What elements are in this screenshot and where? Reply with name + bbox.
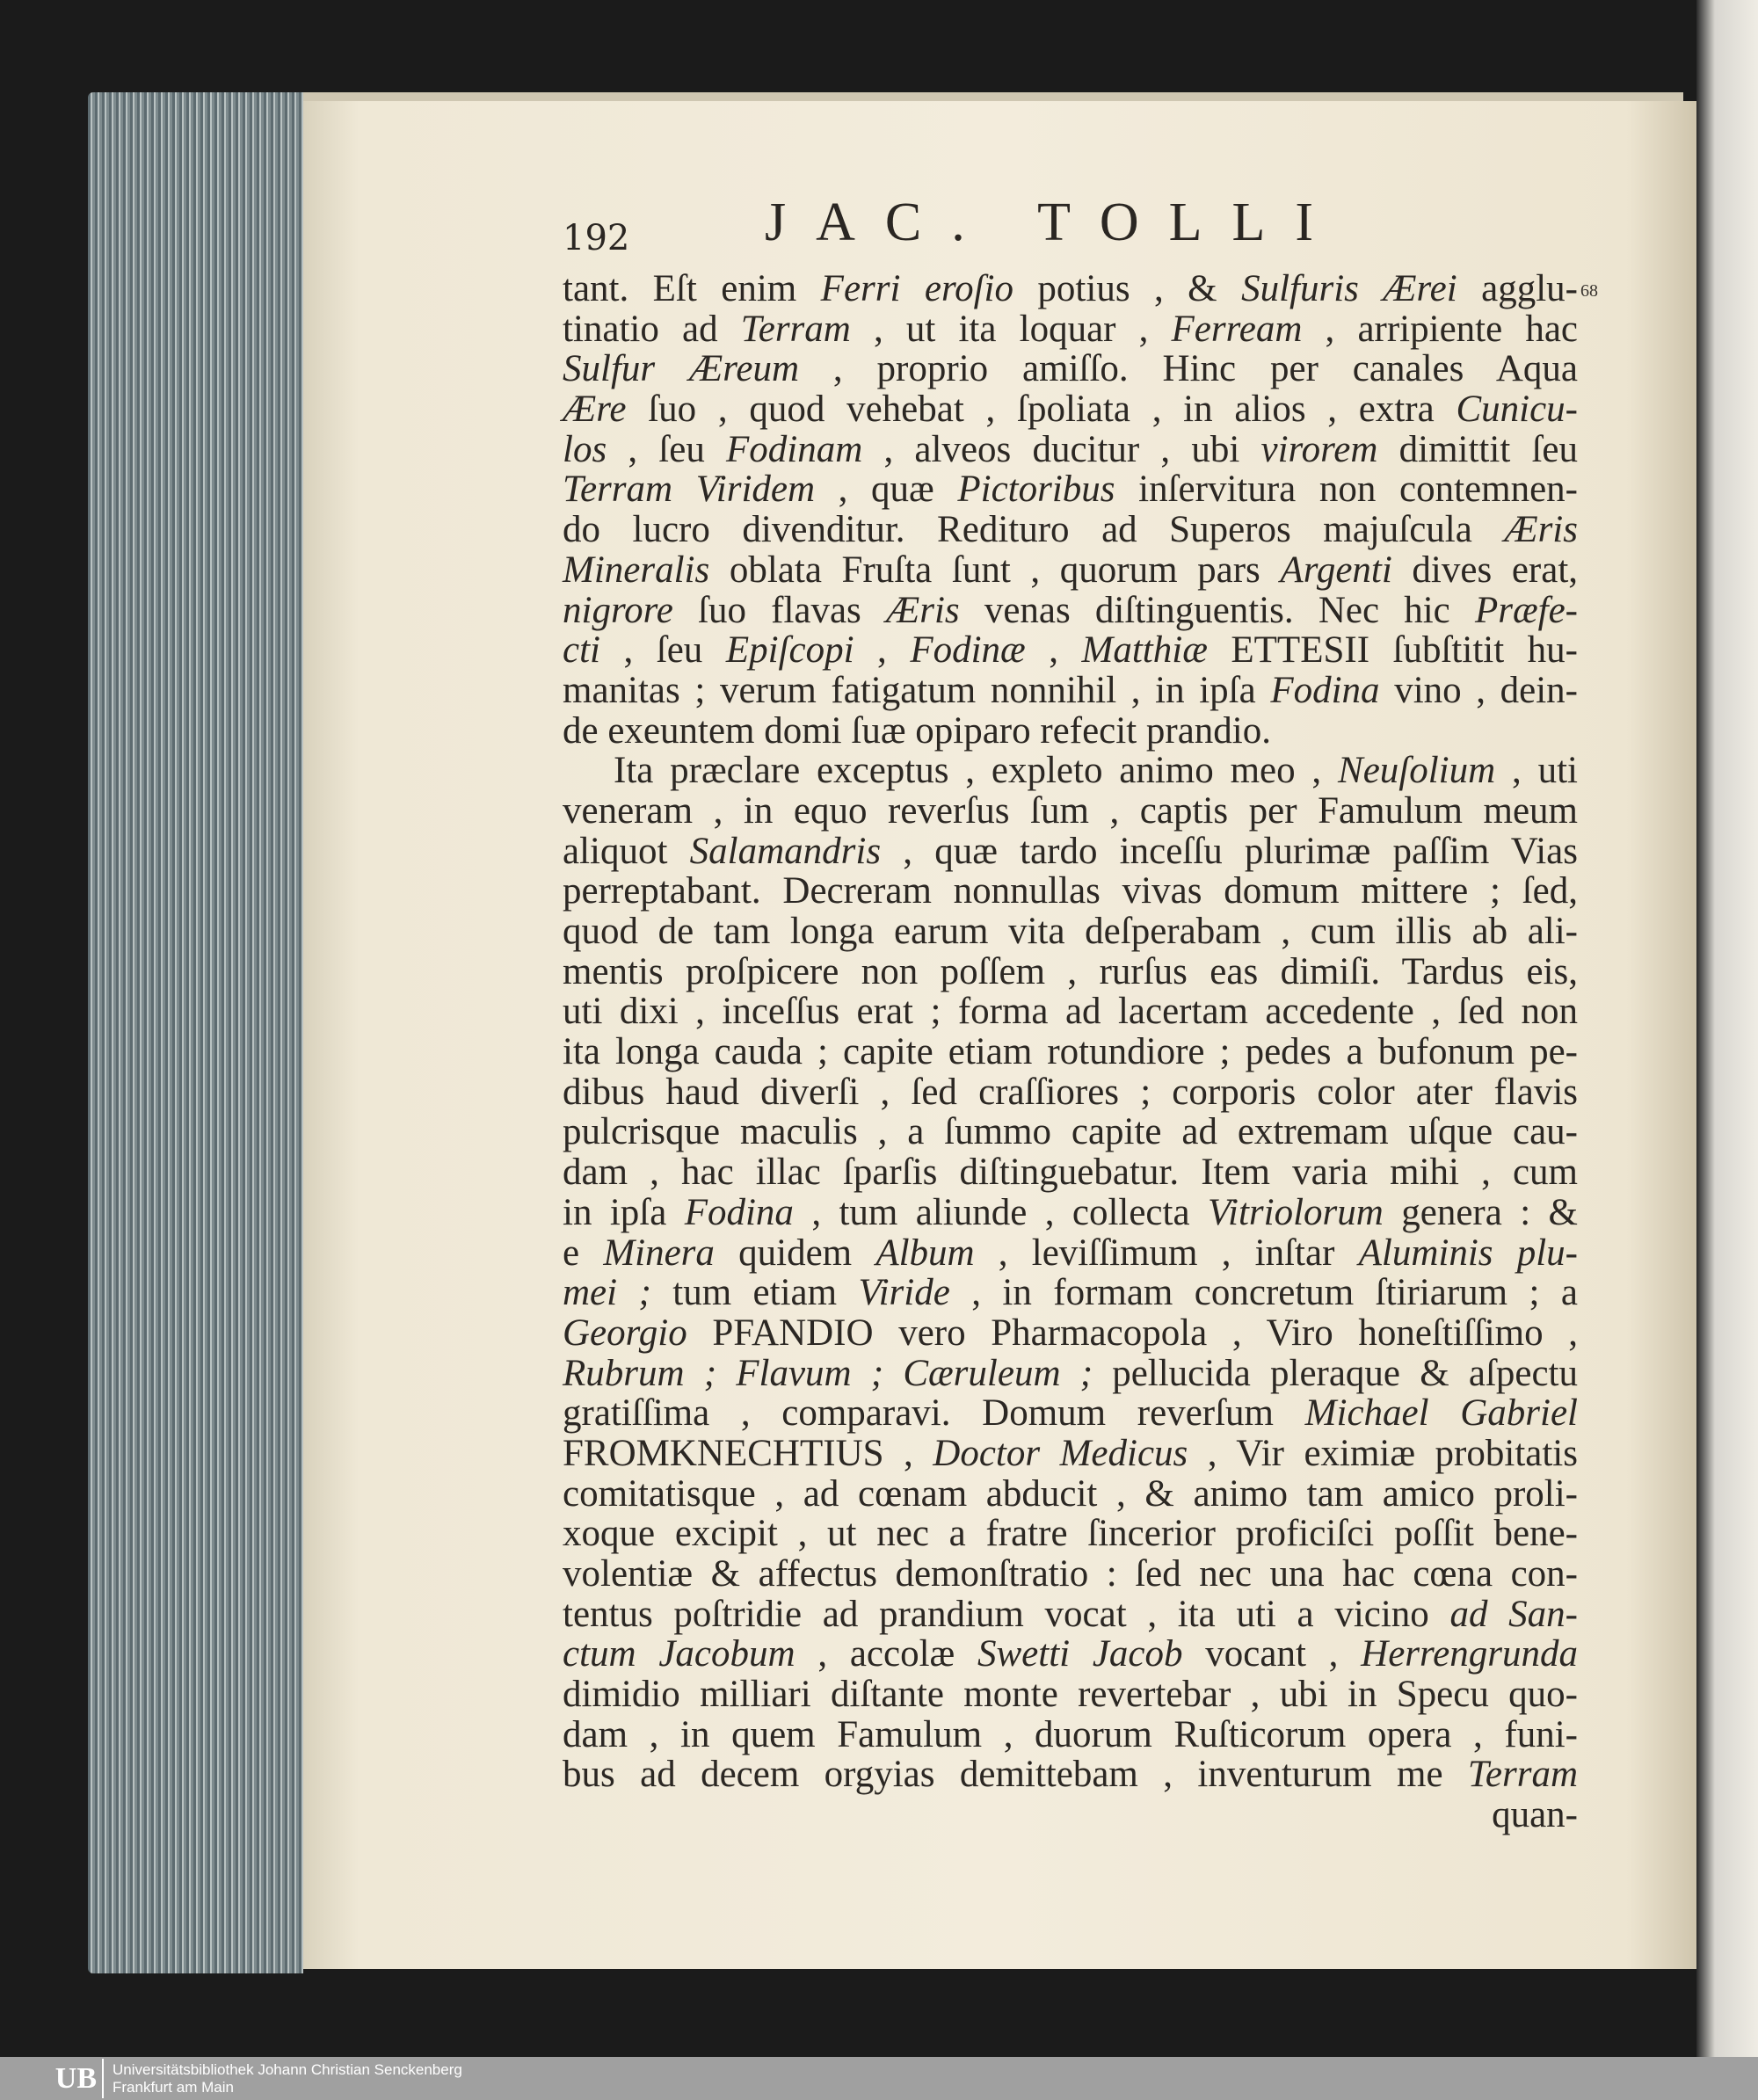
text-segment: dimittit ſeu xyxy=(1377,428,1578,470)
italic-text: los xyxy=(563,428,607,470)
italic-text: Aluminis plu- xyxy=(1358,1232,1578,1274)
italic-text: mei ; xyxy=(563,1272,651,1314)
italic-text: Album xyxy=(875,1232,975,1274)
text-line xyxy=(563,349,1578,389)
italic-text: Argenti xyxy=(1280,549,1392,591)
text-line xyxy=(563,1354,1578,1394)
text-segment: PFANDIO vero Pharmacopola , Viro honeſtiſſimo , xyxy=(686,1312,1578,1354)
text-segment: , alveos ducitur , ubi xyxy=(862,428,1261,470)
library-city: Frankfurt am Main xyxy=(113,2078,234,2096)
text-line xyxy=(563,430,1578,470)
italic-text: Mineralis xyxy=(563,549,710,591)
text-segment: genera : & xyxy=(1383,1191,1578,1233)
text-segment: quan- xyxy=(1492,1794,1578,1836)
text-line xyxy=(563,1233,1578,1274)
italic-text: Vitriolorum xyxy=(1207,1191,1384,1233)
italic-text: Rubrum ; Flavum ; Cæruleum ; xyxy=(563,1352,1093,1394)
text-segment: dimidio milliari diſtante monte revertebar , ubi in Specu quo- xyxy=(563,1674,1578,1716)
text-segment: manitas ; verum fatigatum nonnihil , in ipſa xyxy=(563,669,1271,711)
text-segment: oblata Fruſta ſunt , quorum pars xyxy=(709,549,1281,591)
italic-text: Michael Gabriel xyxy=(1304,1392,1578,1435)
italic-text: Fodina xyxy=(1270,669,1380,711)
text-line xyxy=(563,1434,1578,1474)
italic-text: virorem xyxy=(1260,428,1378,470)
italic-text: Minera xyxy=(603,1232,715,1274)
text-line xyxy=(563,389,1578,430)
text-segment: volentiæ & affectus demonſtratio : ſed nec una hac cœna con- xyxy=(563,1553,1578,1595)
text-segment: e xyxy=(563,1232,604,1274)
italic-text: Pictoribus xyxy=(957,469,1115,511)
text-segment: perreptabant. Decreram nonnullas vivas domum mittere ; ſed, xyxy=(563,870,1578,912)
library-name: Universitätsbibliothek Johann Christian Senckenberg xyxy=(113,2060,462,2078)
text-line xyxy=(563,671,1578,711)
italic-text: Fodina xyxy=(684,1191,794,1233)
text-segment: FROMKNECHTIUS , xyxy=(563,1432,933,1474)
text-segment: tinatio ad xyxy=(563,308,741,350)
text-line xyxy=(563,992,1578,1032)
italic-text: Æris xyxy=(1504,509,1578,551)
text-line xyxy=(563,711,1578,752)
italic-text: Terram xyxy=(740,308,851,350)
italic-text: Sulfur Æreum xyxy=(563,348,800,390)
text-segment: tentus poſtridie ad prandium vocat , ita uti a vicino xyxy=(563,1593,1450,1635)
text-line xyxy=(563,1675,1578,1715)
text-segment: inſervitura non contemnen- xyxy=(1115,469,1578,511)
body-text xyxy=(563,269,1578,1835)
text-segment: aliquot xyxy=(563,830,690,872)
text-segment: , Vir eximiæ probitatis xyxy=(1188,1432,1578,1474)
page-number: 192 xyxy=(563,218,630,258)
text-segment: , accolæ xyxy=(795,1633,977,1675)
text-segment: ſuo , quod vehebat , ſpoliata , in alios , extra xyxy=(626,389,1457,431)
text-segment: de exeuntem domi ſuæ opiparo refecit prandio. xyxy=(563,709,1271,752)
text-segment: , xyxy=(854,629,911,672)
text-line xyxy=(563,751,1578,791)
italic-text: Herrengrunda xyxy=(1361,1633,1579,1675)
text-segment: vocant , xyxy=(1182,1633,1362,1675)
text-line xyxy=(563,1152,1578,1193)
text-line xyxy=(563,1072,1578,1113)
text-line xyxy=(563,1474,1578,1515)
text-segment: vino , dein- xyxy=(1379,669,1578,711)
text-line xyxy=(563,1634,1578,1675)
text-segment: ETTESII ſubſtitit hu- xyxy=(1207,629,1578,672)
text-line xyxy=(563,1715,1578,1755)
text-line xyxy=(563,630,1578,671)
italic-text: Æris xyxy=(885,589,960,631)
text-segment: tum etiam xyxy=(650,1272,859,1314)
text-segment: gratiſſima , comparavi. Domum reverſum xyxy=(563,1392,1305,1435)
italic-text: ctum Jacobum xyxy=(563,1633,795,1675)
text-line xyxy=(563,1554,1578,1595)
text-segment: , quæ xyxy=(815,469,958,511)
text-line xyxy=(563,269,1578,309)
text-line xyxy=(563,1112,1578,1152)
italic-text: Cunicu- xyxy=(1456,389,1578,431)
text-segment: venas diſtinguentis. Nec hic xyxy=(959,589,1475,631)
logo-text: UB xyxy=(54,2061,97,2095)
text-segment: Ita præclare exceptus , expleto animo meo , xyxy=(614,750,1339,792)
text-line xyxy=(563,1032,1578,1072)
text-line xyxy=(563,1514,1578,1554)
italic-text: Ferream xyxy=(1171,308,1303,350)
footer-bar xyxy=(0,2057,1758,2100)
text-line xyxy=(563,791,1578,832)
text-line xyxy=(563,1795,1578,1835)
text-segment: pulcrisque maculis , a ſummo capite ad extremam uſque cau- xyxy=(563,1111,1578,1153)
text-line xyxy=(563,510,1578,550)
text-line xyxy=(563,550,1578,591)
italic-text: Terram xyxy=(1467,1754,1578,1796)
adjacent-page xyxy=(1696,0,1758,2057)
italic-text: Præfe- xyxy=(1474,589,1578,631)
text-line xyxy=(563,1193,1578,1233)
text-segment: , in formam concretum ſtiriarum ; a xyxy=(949,1272,1579,1314)
text-segment: , leviſſimum , inſtar xyxy=(974,1232,1359,1274)
text-line xyxy=(563,309,1578,350)
text-segment: potius , & xyxy=(1013,268,1242,309)
italic-text: Salamandris xyxy=(689,830,882,872)
text-segment: , arripiente hac xyxy=(1302,308,1579,350)
text-line xyxy=(563,591,1578,631)
italic-text: Terram Viridem xyxy=(563,469,816,511)
italic-text: Epiſcopi xyxy=(725,629,854,672)
text-line xyxy=(563,1273,1578,1313)
text-line xyxy=(563,912,1578,952)
text-segment: ſuo flavas xyxy=(672,589,886,631)
italic-text: Georgio xyxy=(563,1312,687,1354)
text-segment: ita longa cauda ; capite etiam rotundiore ; pedes a bufonum pe- xyxy=(563,1031,1578,1073)
text-segment: pellucida pleraque & aſpectu xyxy=(1093,1352,1579,1394)
italic-text: Sulfuris Ærei xyxy=(1241,268,1457,309)
text-segment: , uti xyxy=(1495,750,1578,792)
running-title: JAC. TOLLI xyxy=(765,193,1344,252)
text-segment: , tum aliunde , collecta xyxy=(793,1191,1208,1233)
text-segment: agglu- xyxy=(1457,268,1579,309)
text-segment: , ut ita loquar , xyxy=(850,308,1172,350)
italic-text: Swetti Jacob xyxy=(977,1633,1183,1675)
italic-text: nigrore xyxy=(563,589,673,631)
text-segment: , proprio amiſſo. Hinc per canales Aqua xyxy=(799,348,1578,390)
text-segment: dibus haud diverſi , ſed craſſiores ; corporis color ater flavis xyxy=(563,1071,1578,1113)
text-segment: uti dixi , inceſſus erat ; forma ad lacertam accedente , ſed non xyxy=(563,991,1578,1033)
text-segment: dam , in quem Famulum , duorum Ruſticorum opera , funi- xyxy=(563,1713,1578,1755)
text-line xyxy=(563,469,1578,510)
text-line xyxy=(563,952,1578,992)
italic-text: Ferri eroſio xyxy=(820,268,1013,309)
text-segment: bus ad decem orgyias demittebam , inventurum me xyxy=(563,1754,1468,1796)
italic-text: Matthiæ xyxy=(1081,629,1208,672)
text-segment: , xyxy=(1025,629,1082,672)
text-segment: mentis proſpicere non poſſem , rurſus eas dimiſi. Tardus eis, xyxy=(563,950,1578,992)
text-segment: , ſeu xyxy=(599,629,726,672)
italic-text: Doctor Medicus xyxy=(933,1432,1188,1474)
italic-text: Fodinam xyxy=(726,428,863,470)
text-segment: do lucro divenditur. Redituro ad Superos majuſcula xyxy=(563,509,1505,551)
text-segment: quidem xyxy=(714,1232,876,1274)
text-segment: comitatisque , ad cœnam abducit , & animo tam amico proli- xyxy=(563,1472,1578,1515)
margin-note: 68 xyxy=(1580,281,1598,301)
italic-text: Viride xyxy=(858,1272,950,1314)
italic-text: cti xyxy=(563,629,600,672)
text-segment: dam , hac illac ſparſis diſtinguebatur. Item varia mihi , cum xyxy=(563,1152,1578,1194)
text-segment: in ipſa xyxy=(563,1191,685,1233)
text-line xyxy=(563,871,1578,912)
library-logo[interactable] xyxy=(0,2059,104,2098)
text-line xyxy=(563,1313,1578,1354)
text-line xyxy=(563,1755,1578,1795)
text-line xyxy=(563,1393,1578,1434)
text-line xyxy=(563,832,1578,872)
text-segment: xoque excipit , ut nec a fratre ſincerior proficiſci poſſit bene- xyxy=(563,1513,1578,1555)
italic-text: Neuſolium xyxy=(1338,750,1496,792)
text-segment: veneram , in equo reverſus ſum , captis per Famulum meum xyxy=(563,789,1578,832)
text-segment: dives erat, xyxy=(1391,549,1579,591)
text-segment: , quæ tardo inceſſu plurimæ paſſim Vias xyxy=(881,830,1578,872)
italic-text: ad San- xyxy=(1449,1593,1578,1635)
text-segment: quod de tam longa earum vita deſperabam , cum illis ab ali- xyxy=(563,911,1578,952)
page-header xyxy=(563,192,1573,262)
italic-text: Fodinæ xyxy=(910,629,1026,672)
page-edges xyxy=(88,92,303,1973)
text-segment: tant. Eſt enim xyxy=(563,268,821,309)
text-line xyxy=(563,1595,1578,1635)
text-segment: , ſeu xyxy=(607,428,727,470)
italic-text: Ære xyxy=(563,389,627,431)
